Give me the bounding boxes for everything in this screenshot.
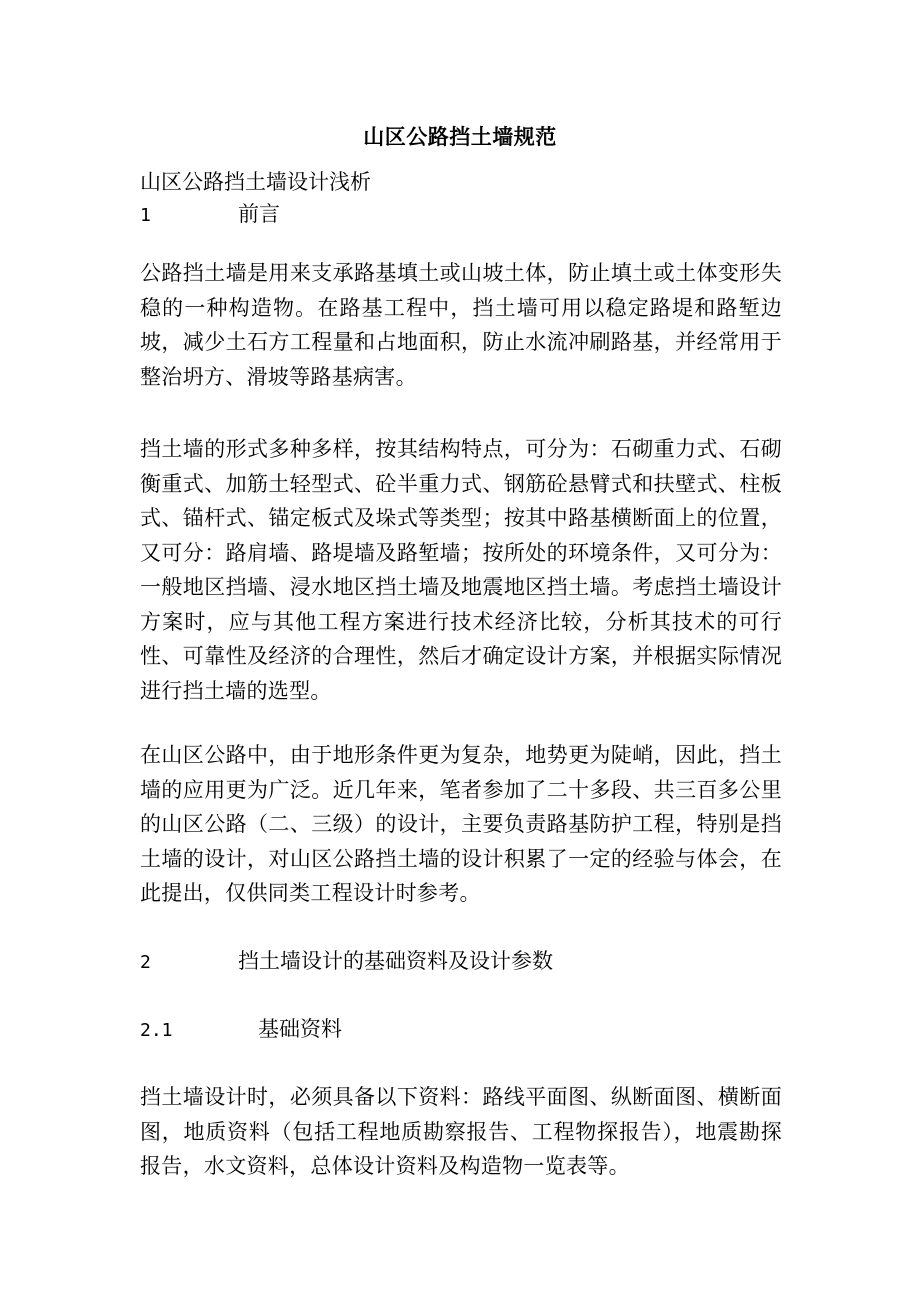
section-number: 2.1 (140, 1020, 173, 1041)
paragraph-1: 公路挡土墙是用来支承路基填土或山坡土体，防止填土或土体变形失稳的一种构造物。在路基工程中，挡土墙可用以稳定路堤和路堑边坡，减少土石方工程量和占地面积，防止水流冲刷路基，并经常用于整治坍方、滑坡等路基病害。 (140, 261, 782, 389)
section-title: 挡土墙设计的基础资料及设计参数 (238, 949, 553, 973)
paragraph-2: 挡土墙的形式多种多样，按其结构特点，可分为：石砌重力式、石砌衡重式、加筋土轻型式、砼半重力式、钢筋砼悬臂式和扶壁式、柱板式、锚杆式、锚定板式及垛式等类型；按其中路基横断面上的位置，又可分：路肩墙、路堤墙及路堑墙；按所处的环境条件，又可分为：一般地区挡墙、浸水地区挡土墙及地震地区挡土墙。考虑挡土墙设计方案时，应与其他工程方案进行技术经济比较，分析其技术的可行性、可靠性及经济的合理性，然后才确定设计方案，并根据实际情况进行挡土墙的选型。 (140, 437, 782, 703)
section-heading-1 (140, 199, 280, 231)
section-heading-2-1 (140, 1014, 342, 1046)
section-heading-2 (140, 946, 553, 978)
paragraph-3: 在山区公路中，由于地形条件更为复杂，地势更为陡峭，因此，挡土墙的应用更为广泛。近几年来，笔者参加了二十多段、共三百多公里的山区公路（二、三级）的设计，主要负责路基防护工程，特别是挡土墙的设计，对山区公路挡土墙的设计积累了一定的经验与体会，在此提出，仅供同类工程设计时参考。 (140, 743, 782, 905)
document-title: 山区公路挡土墙规范 (363, 124, 557, 149)
document-subtitle: 山区公路挡土墙设计浅析 (140, 170, 371, 194)
section-title: 前言 (238, 202, 280, 226)
section-number: 2 (140, 952, 151, 973)
section-number: 1 (140, 205, 151, 226)
paragraph-4: 挡土墙设计时，必须具备以下资料：路线平面图、纵断面图、横断面图，地质资料（包括工程地质勘察报告、工程物探报告），地震勘探报告，水文资料，总体设计资料及构造物一览表等。 (140, 1085, 782, 1178)
section-title: 基础资料 (258, 1017, 342, 1041)
